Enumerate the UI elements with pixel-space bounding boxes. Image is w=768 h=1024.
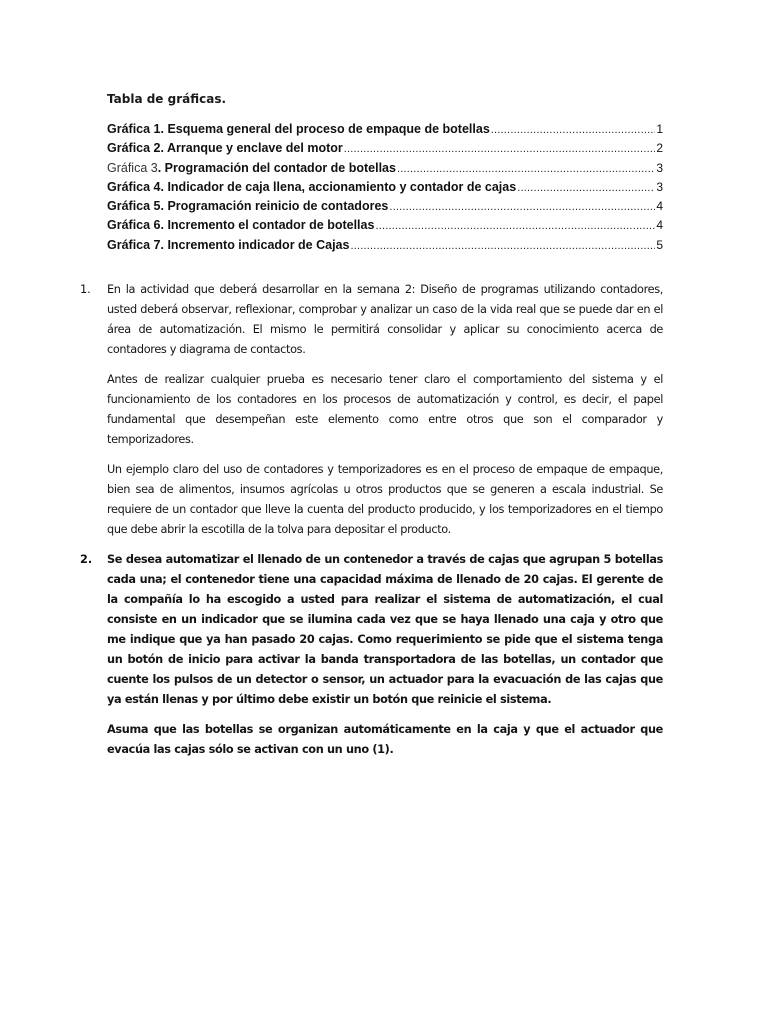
toc-title: Tabla de gráficas. bbox=[107, 92, 227, 106]
toc-leader-dots bbox=[344, 140, 656, 159]
toc-entry-label bbox=[107, 159, 396, 178]
toc-entry[interactable] bbox=[107, 197, 663, 216]
toc-leader-dots bbox=[397, 160, 655, 179]
toc-entry-label: Gráfica 6. Incremento el contador de botellas bbox=[107, 218, 375, 233]
toc-entry-label: Gráfica 4. Indicador de caja llena, accionamiento y contador de cajas bbox=[107, 179, 517, 194]
paragraph: En la actividad que deberá desarrollar en la semana 2: Diseño de programas utilizando contadores, usted deberá observar, reflexionar, comprobar y analizar un caso de la vida real que se puede dar en el área de automatización. El mismo le permitirá consolidar y aplicar su conocimiento acerca de contadores y diagrama de contactos. bbox=[107, 283, 663, 356]
toc-entry-page: 4 bbox=[656, 199, 663, 214]
paragraph: Un ejemplo claro del uso de contadores y temporizadores es en el proceso de empaque de empaque, bien sea de alimentos, insumos agrícolas u otros productos que se generen a escala industrial. Se requiere de un contador que lleve la cuenta del producto producido, y los temporizadores en el tiempo que debe abrir la escotilla de la tolva para depositar el producto. bbox=[107, 463, 663, 536]
toc-entry-label: Gráfica 7. Incremento indicador de Cajas bbox=[107, 237, 350, 252]
toc-entry-page: 5 bbox=[656, 237, 663, 252]
toc-entry-page: 2 bbox=[656, 141, 663, 156]
table-of-figures bbox=[107, 120, 663, 255]
numbered-list bbox=[80, 280, 663, 770]
toc-entry[interactable] bbox=[107, 139, 663, 158]
toc-entry-label: Gráfica 2. Arranque y enclave del motor bbox=[107, 141, 343, 156]
toc-entry[interactable] bbox=[107, 216, 663, 235]
toc-entry-label: Gráfica 5. Programación reinicio de contadores bbox=[107, 199, 389, 214]
toc-leader-dots bbox=[375, 217, 655, 236]
toc-entry[interactable] bbox=[107, 120, 663, 139]
toc-entry-label: Gráfica 1. Esquema general del proceso de empaque de botellas bbox=[107, 122, 490, 136]
paragraph: Antes de realizar cualquier prueba es necesario tener claro el comportamiento del sistema y el funcionamiento de los contadores en los procesos de automatización y control, es decir, el papel fundamental que desempeñan este elemento como entre otros que son el comparador y temporizadores. bbox=[107, 373, 663, 446]
list-item-number: 2. bbox=[80, 553, 93, 566]
toc-entry[interactable] bbox=[107, 178, 663, 197]
toc-entry-label-plain: Gráfica 3 bbox=[107, 160, 158, 175]
list-item-number: 1. bbox=[80, 283, 91, 296]
toc-entry[interactable] bbox=[107, 236, 663, 255]
toc-entry-page: 4 bbox=[656, 218, 663, 233]
toc-entry[interactable] bbox=[107, 159, 663, 178]
paragraph: Se desea automatizar el llenado de un contenedor a través de cajas que agrupan 5 botellas cada una; el contenedor tiene una capacidad máxima de llenado de 20 cajas. El gerente de la compañía lo ha escogido a usted para realizar el sistema de automatización, el cual consiste en un indicador que se ilumina cada vez que se haya llenado una caja y otro que me indique que ya han pasado 20 cajas. Como requerimiento se pide que el sistema tenga un botón de inicio para activar la banda transportadora de las botellas, un contador que cuente los pulsos de un detector o sensor, un actuador para la evacuación de las cajas que ya están llenas y por último debe existir un botón que reinicie el sistema. bbox=[107, 553, 663, 706]
toc-entry-page: 3 bbox=[656, 179, 663, 194]
list-item bbox=[80, 550, 663, 760]
toc-leader-dots bbox=[491, 121, 656, 140]
toc-entry-page: 3 bbox=[656, 160, 663, 175]
toc-entry-page: 1 bbox=[656, 122, 663, 136]
toc-leader-dots bbox=[389, 198, 655, 217]
toc-entry-label-bold: . Programación del contador de botellas bbox=[157, 160, 396, 175]
toc-leader-dots bbox=[517, 179, 655, 198]
list-item bbox=[80, 280, 663, 540]
toc-leader-dots bbox=[350, 237, 655, 256]
paragraph: Asuma que las botellas se organizan automáticamente en la caja y que el actuador que evacúa las cajas sólo se activan con un uno (1). bbox=[107, 723, 663, 756]
